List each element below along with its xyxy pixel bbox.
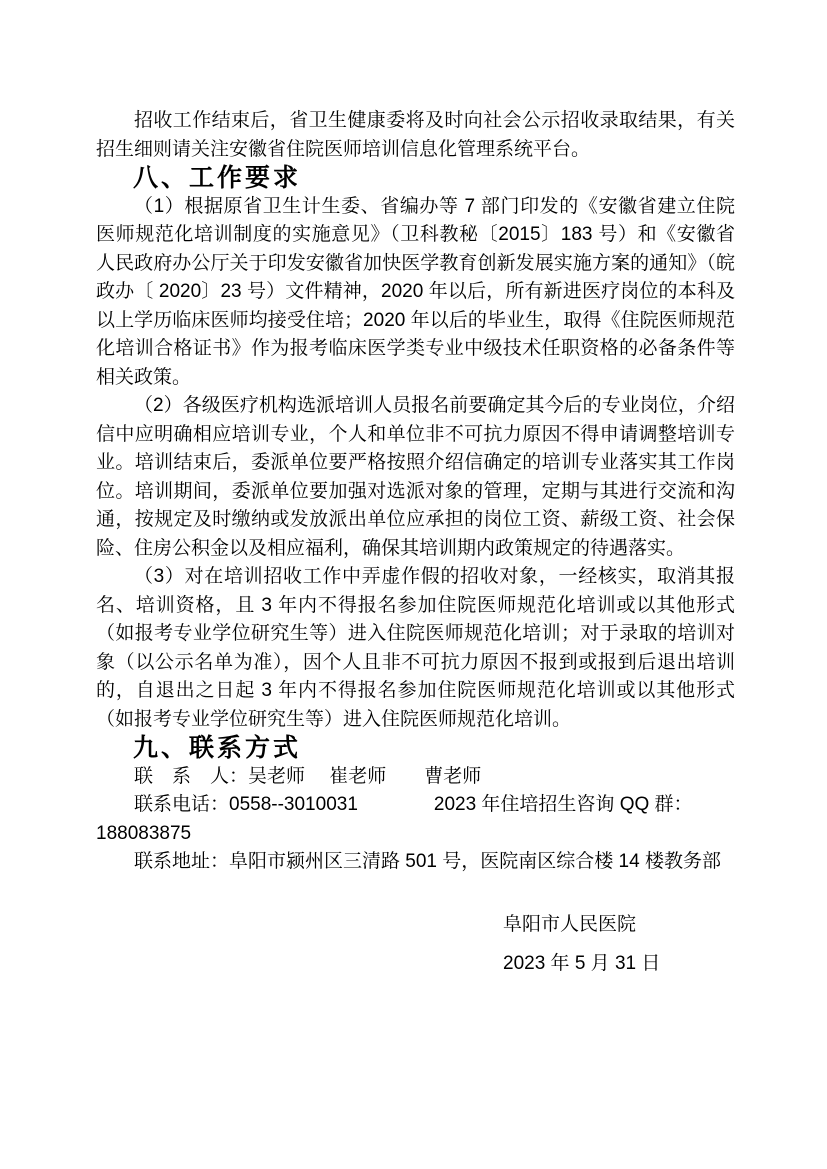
contact-address-line: 联系地址：阜阳市颍州区三清路 501 号，医院南区综合楼 14 楼教务部 [134, 851, 721, 872]
section-8-heading: 八、工作要求 [133, 164, 302, 192]
intro-paragraph: 招收工作结束后，省卫生健康委将及时向社会公示招收录取结果，有关招生细则请关注安徽省住院医师培训信息化管理系统平台。 [96, 110, 735, 160]
work-requirements-paragraph-2: （2）各级医疗机构选派培训人员报名前要确定其今后的专业岗位，介绍信中应明确相应培训专业，个人和单位非不可抗力原因不得申请调整培训专业。培训结束后，委派单位要严格按照介绍信确定的培训专业落实其工作岗位。培训期间，委派单位要加强对选派对象的管理，定期与其进行交流和沟通，按规定及时缴纳或发放派出单位应承担的岗位工资、薪级工资、社会保险、住房公积金以及相应福利，确保其培训期内政策规定的待遇落实。 [96, 395, 735, 559]
contact-phone-line: 联系电话：0558--3010031 2023 年住培招生咨询 QQ 群：188083875 [96, 794, 693, 844]
contact-person-line: 联 系 人：吴老师 崔老师 曹老师 [134, 765, 482, 787]
signature-date: 2023 年 5 月 31 日 [503, 952, 661, 974]
signature-organization: 阜阳市人民医院 [503, 913, 637, 935]
work-requirements-paragraph-1: （1）根据原省卫生计生委、省编办等 7 部门印发的《安徽省建立住院医师规范化培训制度的实施意见》（卫科教秘〔2015〕183 号）和《安徽省人民政府办公厅关于印发安徽省加快医学教育创新发展实施方案的通知》（皖政办〔 2020〕23 号）文件精神，2020 年以后，所有新进医疗岗位的本科及以上学历临床医师均接受住培；2020 年以后的毕业生，取得《住院医师规范化培训合格证书》作为报考临床医学类专业中级技术任职资格的必备条件等相关政策。 [96, 195, 735, 388]
signature-block [503, 905, 735, 983]
work-requirements-paragraph-3: （3）对在培训招收工作中弄虚作假的招收对象，一经核实，取消其报名、培训资格，且 3 年内不得报名参加住院医师规范化培训或以其他形式（如报考专业学位研究生等）进入住院医师规范化培训；对于录取的培训对象（以公示名单为准），因个人且非不可抗力原因不报到或报到后退出培训的，自退出之日起 3 年内不得报名参加住院医师规范化培训或以其他形式（如报考专业学位研究生等）进入住院医师规范化培训。 [96, 566, 735, 730]
section-9-heading: 九、联系方式 [133, 734, 302, 762]
